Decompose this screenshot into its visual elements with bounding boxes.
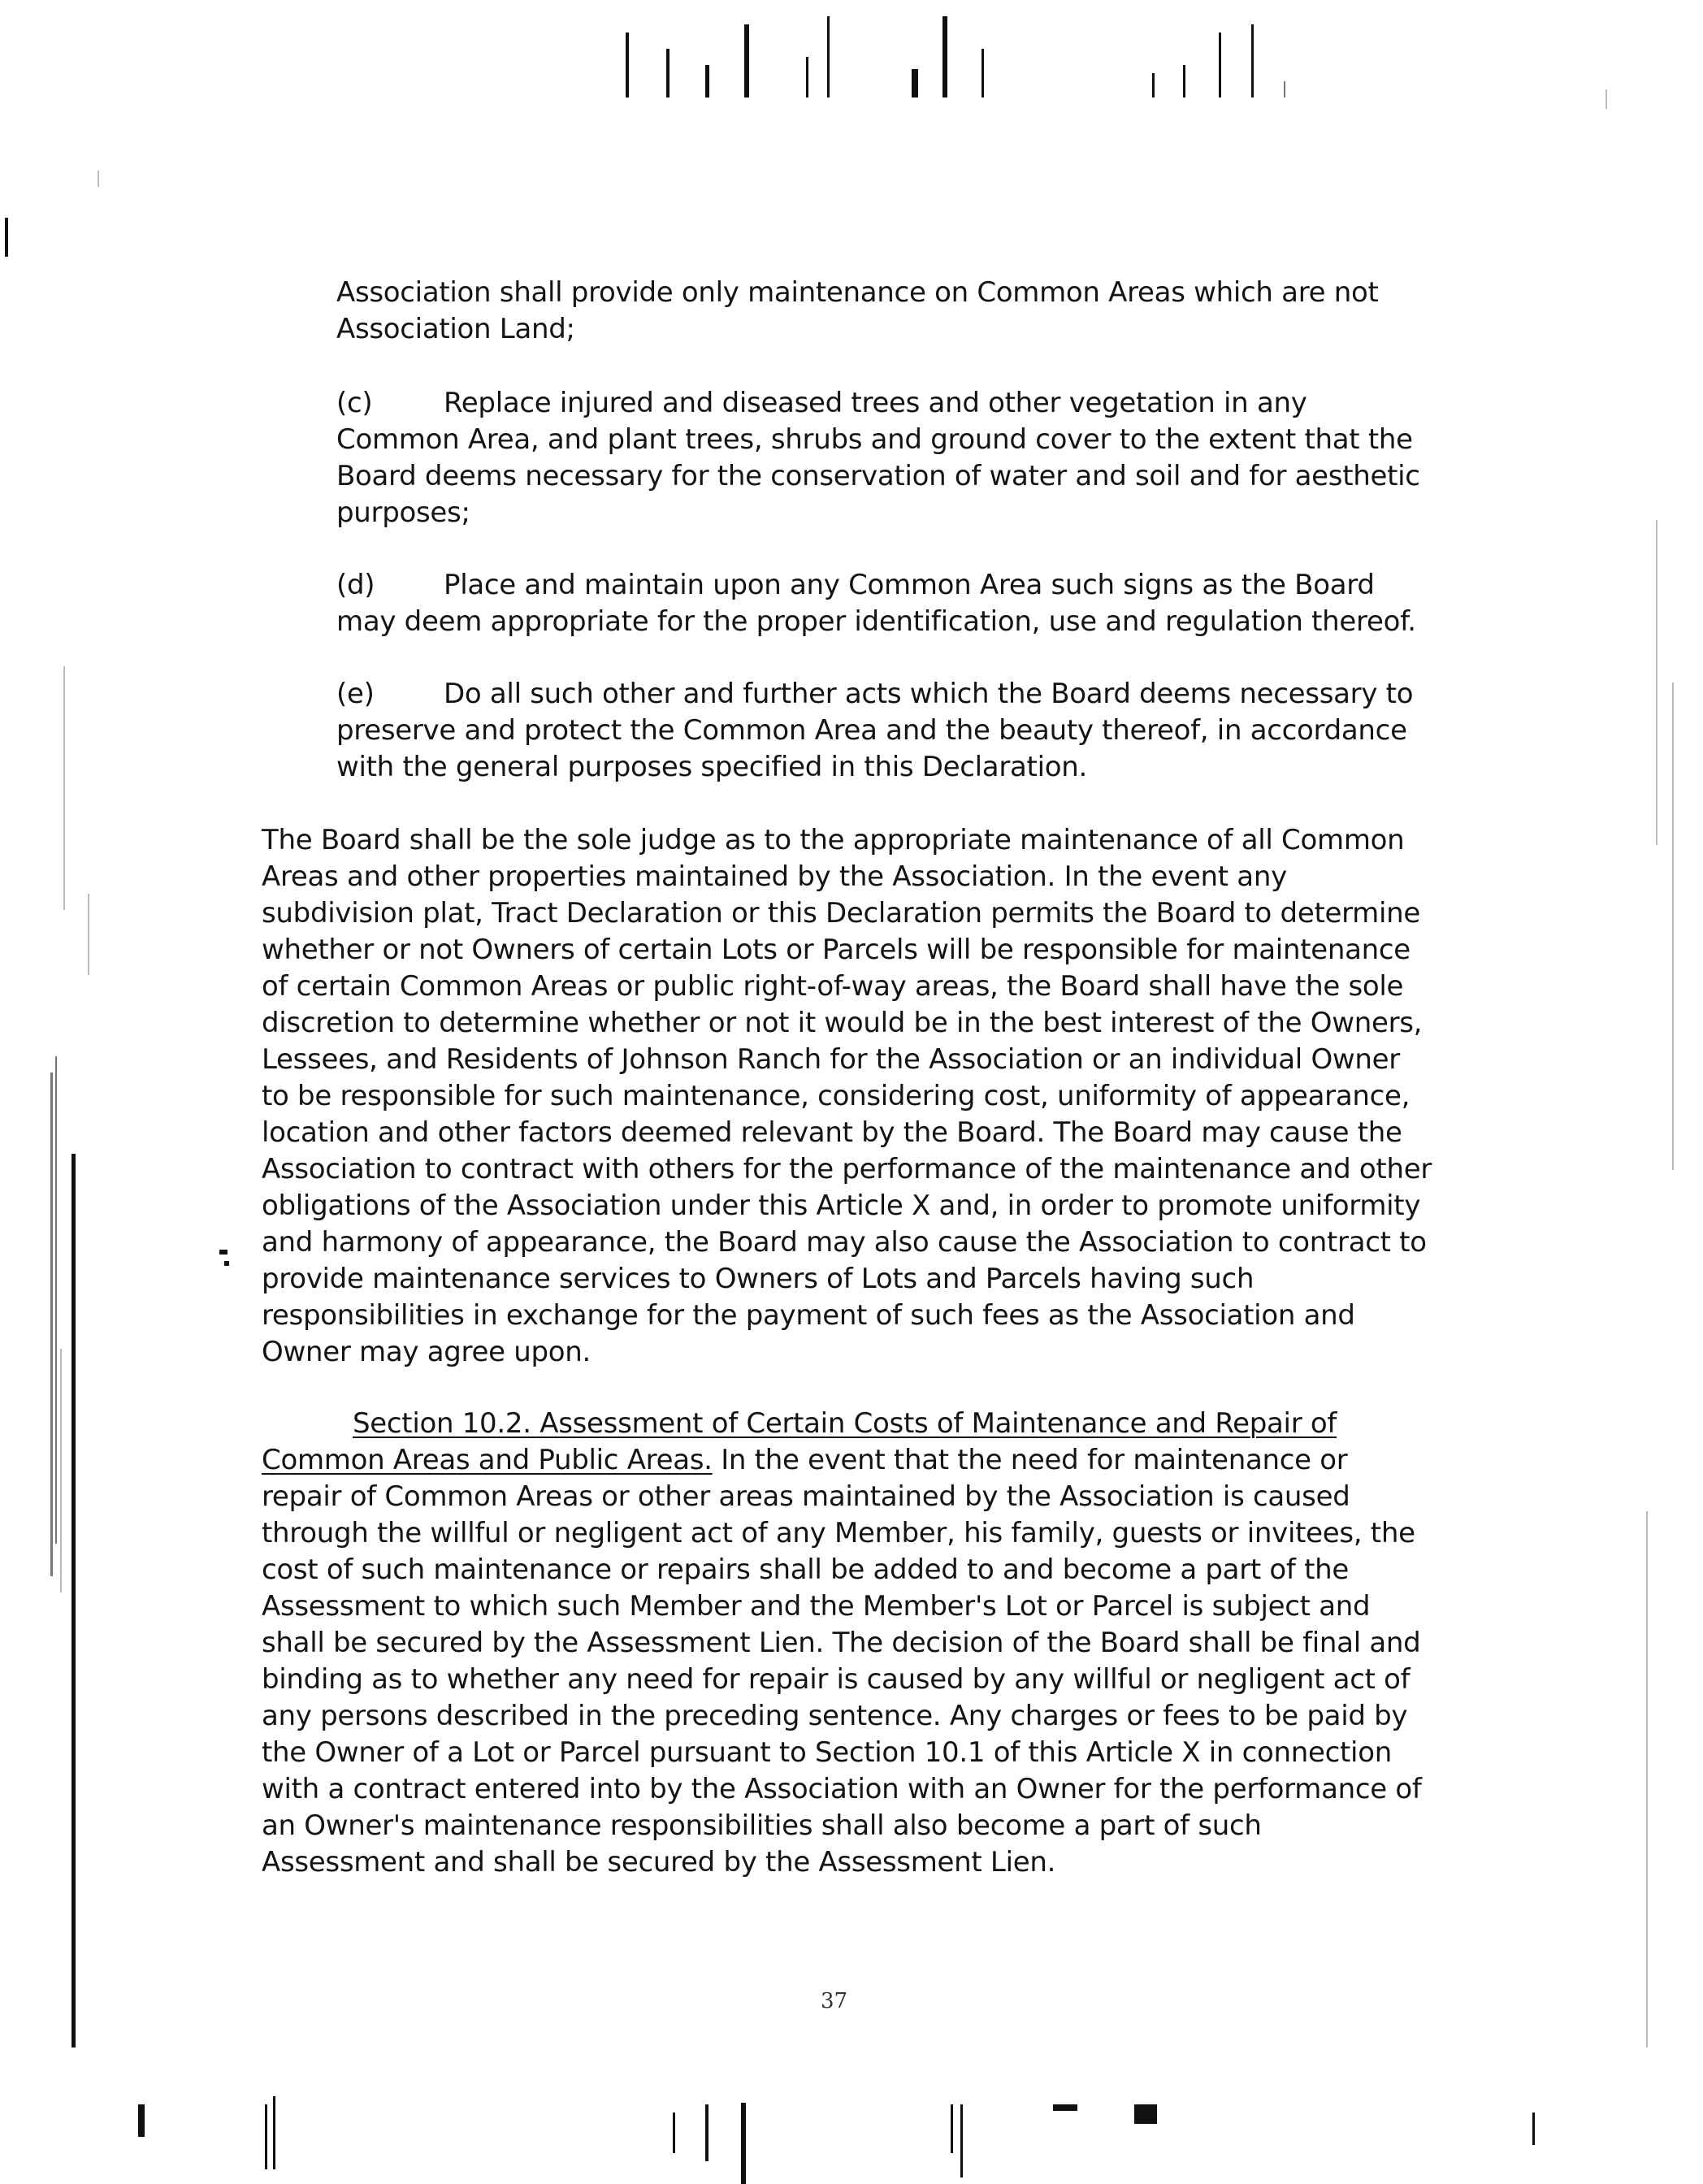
list-item-e-text: Do all such other and further acts which the Board deems necessary to preserve and protect the Common Area and the beauty thereof, in accordance with the general purposes specified in this Declaration. [336, 678, 1414, 783]
list-item-c-label: (c) [336, 387, 373, 419]
list-item-c-text: Replace injured and diseased trees and other vegetation in any Common Area, and plant trees, shrubs and ground cover to the extent that the Board deems necessary for the conservation of water and soil and for aesthetic purposes; [336, 387, 1420, 529]
list-item-e [336, 676, 1430, 786]
section-10-2-body: In the event that the need for maintenance or repair of Common Areas or other areas maintained by the Association is caused through the willful or negligent act of any Member, his family, guests or invitees, the cost of such maintenance or repairs shall be added to and become a part of the Assessment to which such Member and the Member's Lot or Parcel is subject and shall be secured by the Assessment Lien. The decision of the Board shall be final and binding as to whether any need for repair is caused by any willful or negligent act of any persons described in the preceding sentence. Any charges or fees to be paid by the Owner of a Lot or Parcel pursuant to Section 10.1 of this Article X in connection with a contract entered into by the Association with an Owner for the performance of an Owner's maintenance responsibilities shall also become a part of such Assessment and shall be secured by the Assessment Lien. [262, 1444, 1422, 1878]
section-10-2-heading: Section 10.2. Assessment of Certain Costs of Maintenance and Repair of Common Areas and Public Areas. [262, 1407, 1337, 1476]
page-number: 37 [821, 1989, 848, 2013]
list-item-d-text: Place and maintain upon any Common Area such signs as the Board may deem appropriate for the proper identification, use and regulation thereof. [336, 569, 1416, 638]
list-item-e-label: (e) [336, 678, 375, 710]
list-item-c [336, 385, 1433, 531]
intro-paragraph: Association shall provide only maintenance on Common Areas which are not Association Land; [336, 276, 1379, 345]
list-item-d-label: (d) [336, 569, 375, 601]
section-10-2-paragraph [262, 1406, 1432, 1881]
board-paragraph: The Board shall be the sole judge as to the appropriate maintenance of all Common Areas and other properties maintained by the Association. In the event any subdivision plat, Tract Declaration or this Declaration permits the Board to determine whether or not Owners of certain Lots or Parcels will be responsible for maintenance of certain Common Areas or public right-of-way areas, the Board shall have the sole discretion to determine whether or not it would be in the best interest of the Owners, Lessees, and Residents of Johnson Ranch for the Association or an individual Owner to be responsible for such maintenance, considering cost, uniformity of appearance, location and other factors deemed relevant by the Board. The Board may cause the Association to contract with others for the performance of the maintenance and other obligations of the Association under this Article X and, in order to promote uniformity and harmony of appearance, the Board may also cause the Association to contract to provide maintenance services to Owners of Lots and Parcels having such responsibilities in exchange for the payment of such fees as the Association and Owner may agree upon. [262, 824, 1432, 1368]
list-item-d [336, 567, 1433, 640]
